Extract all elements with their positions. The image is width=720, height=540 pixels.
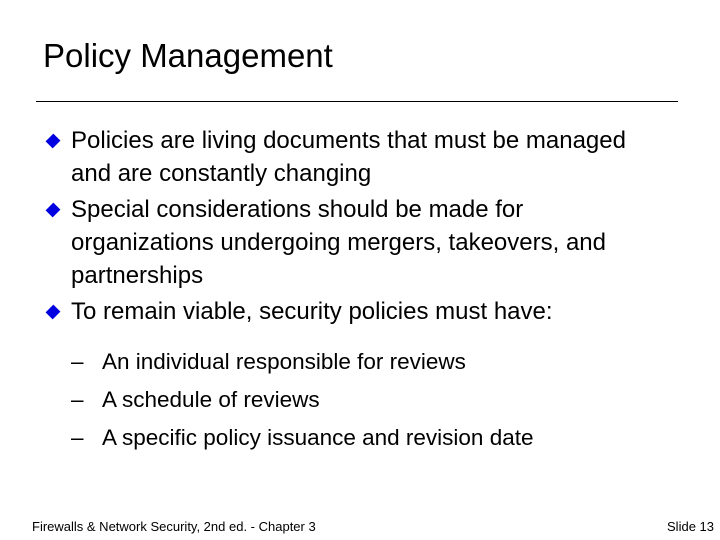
diamond-bullet-icon	[46, 305, 61, 320]
bullet-text: Special considerations should be made for organizations undergoing mergers, takeovers, and partnerships	[71, 196, 606, 289]
dash-marker: –	[71, 349, 84, 374]
title-divider	[36, 101, 678, 102]
dash-marker: –	[71, 425, 84, 450]
dash-marker: –	[71, 387, 84, 412]
sub-bullet-text: An individual responsible for reviews	[102, 349, 466, 374]
bullet-text: Policies are living documents that must be managed and are constantly changing	[71, 127, 626, 187]
sub-bullet-text: A specific policy issuance and revision date	[102, 425, 534, 450]
bullet-list	[44, 124, 654, 331]
bullet-item	[44, 295, 654, 328]
bullet-item	[44, 193, 654, 292]
bullet-text: To remain viable, security policies must have:	[71, 298, 553, 325]
footer-course-title: Firewalls & Network Security, 2nd ed. - Chapter 3	[32, 519, 316, 534]
footer-slide-number: Slide 13	[667, 519, 714, 534]
sub-bullet-list	[71, 343, 534, 457]
sub-bullet-text: A schedule of reviews	[102, 387, 320, 412]
slide-title: Policy Management	[43, 37, 333, 74]
diamond-bullet-icon	[46, 203, 61, 218]
diamond-bullet-icon	[46, 134, 61, 149]
sub-bullet-item	[71, 381, 534, 419]
sub-bullet-item	[71, 343, 534, 381]
bullet-item	[44, 124, 654, 190]
sub-bullet-item	[71, 419, 534, 457]
